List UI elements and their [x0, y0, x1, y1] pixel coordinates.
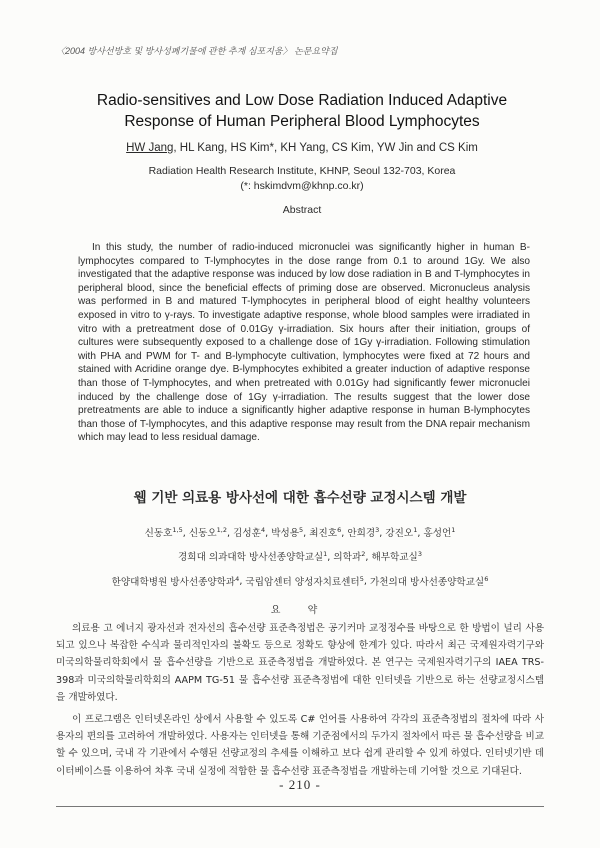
- korean-author-superscript: 5: [299, 526, 304, 534]
- korean-affiliation: [333, 552, 365, 563]
- korean-author-name: 박성용: [271, 528, 299, 540]
- korean-author-name: 최진호: [309, 528, 338, 540]
- korean-affiliation-name: 의학과: [333, 552, 362, 564]
- korean-author-name: 신동오: [188, 528, 217, 540]
- english-paper-header: [78, 90, 526, 216]
- korean-paper-title: 웹 기반 의료용 방사선에 대한 흡수선량 교정시스템 개발: [133, 490, 467, 506]
- korean-affiliation: [245, 574, 364, 588]
- korean-author: [233, 528, 265, 539]
- korean-affiliation-name: 해부학교실: [371, 552, 418, 564]
- summary-heading: 요 약: [270, 604, 330, 616]
- korean-author: [347, 528, 379, 539]
- korean-author: [309, 528, 341, 539]
- korean-affiliations-line1: 경희대 의과대학 방사선종양학교실$^1$, 의학과$^2$, 해부학교실$^3$: [178, 550, 422, 564]
- korean-authors-block: [56, 520, 544, 593]
- contact-email: (*: hskimdvm@khnp.co.kr): [240, 180, 364, 192]
- korean-paper: [56, 486, 544, 780]
- korean-author-name: 안희경: [347, 528, 376, 540]
- korean-affiliation-superscript: 4: [235, 574, 240, 583]
- korean-author-name: 홍성언: [423, 528, 452, 540]
- korean-affiliation-name: 가천의대 방사선종양학교실: [369, 576, 485, 588]
- page-number: - 210 -: [279, 777, 321, 792]
- presenting-author: HW Jang: [126, 142, 174, 154]
- paper-title-line2: Response of Human Peripheral Blood Lymphocytes: [124, 113, 480, 130]
- korean-author-superscript: 6: [337, 526, 342, 534]
- paper-title-line1: Radio-sensitives and Low Dose Radiation Induced Adaptive: [96, 92, 508, 109]
- korean-author: [423, 528, 455, 539]
- korean-affiliation-superscript: 1: [323, 550, 328, 559]
- korean-affiliation: [178, 552, 327, 563]
- co-authors: , HL Kang, HS Kim*, KH Yang, CS Kim, YW Jin and CS Kim: [173, 142, 478, 154]
- korean-author: [145, 528, 183, 539]
- paper-affiliation: [78, 164, 526, 194]
- abstract-heading: Abstract: [282, 204, 322, 216]
- korean-affiliation: [111, 574, 240, 588]
- affiliation-line: Radiation Health Research Institute, KHNP, Seoul 132-703, Korea: [148, 165, 456, 177]
- korean-author-list: 신동호$^{1,5}$, 신동오$^{1,2}$, 김성훈$^4$, 박성용$^5$, 최진호$^6$, 안희경$^3$, 강진오$^1$, 홍성언$^1$: [144, 526, 456, 540]
- korean-affiliation: [369, 574, 489, 588]
- korean-author-superscript: 1: [451, 526, 456, 534]
- korean-affiliation-superscript: 2: [361, 550, 366, 559]
- korean-author-name: 강진오: [385, 528, 414, 540]
- korean-affiliation-superscript: 6: [484, 574, 489, 583]
- korean-author: [271, 528, 303, 539]
- korean-affiliation-superscript: 3: [417, 550, 422, 559]
- korean-affiliation-name: 경희대 의과대학 방사선종양학교실: [178, 552, 324, 564]
- summary-paragraph-2: 이 프로그램은 인터넷온라인 상에서 사용할 수 있도록 C# 언어를 사용하여 각각의 표준측정법의 절차에 따라 사용자의 편의를 고려하여 개발하였다. 사용자는 인터넷을 통해 기준점에서의 두가지 절차에서 따른 물 흡수선량을 비교할 수 있으며, 국내 각 기관에서 수행된 선량교정의 추세를 이해하고 보다 쉽게 관리할 수 있게 하였다. 인터넷기반 데이터베이스를 이용하여 차후 국내 실정에 적합한 물 흡수선량 표준측정법을 개발하는데 기여할 것으로 기대된다.: [56, 713, 544, 777]
- korean-author-superscript: 1,5: [172, 526, 183, 534]
- korean-author-name: 신동호: [144, 528, 173, 540]
- korean-author-superscript: 1: [413, 526, 418, 534]
- running-header: 〈2004 방사선방호 및 방사성폐기물에 관한 추계 심포지움〉 논문요약집: [56, 46, 338, 56]
- korean-author-superscript: 4: [260, 526, 266, 534]
- korean-author-name: 김성훈: [233, 528, 261, 540]
- korean-affiliation-name: 한양대학병원 방사선종양학과: [111, 576, 236, 588]
- korean-affiliation: [371, 552, 421, 563]
- paper-title: [78, 90, 526, 132]
- korean-author-superscript: 3: [375, 526, 380, 534]
- korean-author-superscript: 1,2: [216, 526, 228, 534]
- abstract-body: In this study, the number of radio-induced micronuclei was significantly higher in human B-lymphocytes compared to T-lymphocytes in the dose range from 0.1 to around 1Gy. We also investigated that the adaptive response was induced by low dose radiation in B and T-lymphocytes in peripheral blood, since the beneficial effects of priming dose are observed. Micronucleus analysis was performed in B and matured T-lymphocytes in peripheral blood of eight healthy volunteers exposed in vitro to γ-rays. To investigate adaptive response, whole blood samples were irradiated in vitro with a pretreatment dose of 0.01Gy γ-irradiation. Six hours after their initiation, groups of cultures were subsequently exposed to a challenge dose of 1Gy γ-irradiation. Following stimulation with PHA and PWM for T- and B-lymphocyte cultivation, lymphocytes were fixed at 72 hours and stained with Acridine orange dye. B-lymphocytes exhibited a greater induction of adaptive response than those of T-lymphocytes, and when pretreated with 0.01Gy had significantly fewer micronuclei induced by the challenge dose of 1Gy γ-irradiation. The results suggest that the lower dose pretreatments are able to induce a significantly higher adaptive response in human B-lymphocytes than those of T-lymphocytes, and this adaptive response may result from the DNA repair mechanism which may lead to less residual damage.: [78, 242, 530, 444]
- korean-author: [189, 528, 227, 539]
- korean-affiliation-superscript: 5: [359, 574, 364, 583]
- bottom-rule: [56, 806, 544, 807]
- korean-author: [385, 528, 417, 539]
- korean-affiliation-name: 국립암센터 양성자치료센터: [245, 576, 360, 588]
- paper-authors: [78, 142, 526, 154]
- korean-affiliations-line2: 한양대학병원 방사선종양학과$^4$, 국립암센터 양성자치료센터$^5$, 가천의대 방사선종양학교실$^6$: [111, 574, 489, 588]
- summary-paragraph-1: 의료용 고 에너지 광자선과 전자선의 흡수선량 표준측정법은 공기커마 교정정수를 바탕으로 한 방법이 널리 사용되고 있으나 복잡한 수식과 물리적인자의 불확도 등으로 정확도 향상에 한계가 있다. 따라서 최근 국제원자력기구와 미국의학물리학회에서 물 흡수선량을 기반으로 표준측정법을 개발하였다. 본 연구는 국제원자력기구의 IAEA TRS-398과 미국의학물리학회의 AAPM TG-51 물 흡수선량 표준측정법에 대한 인터넷을 기반으로 하는 선량교정시스템을 개발하였다.: [56, 622, 544, 704]
